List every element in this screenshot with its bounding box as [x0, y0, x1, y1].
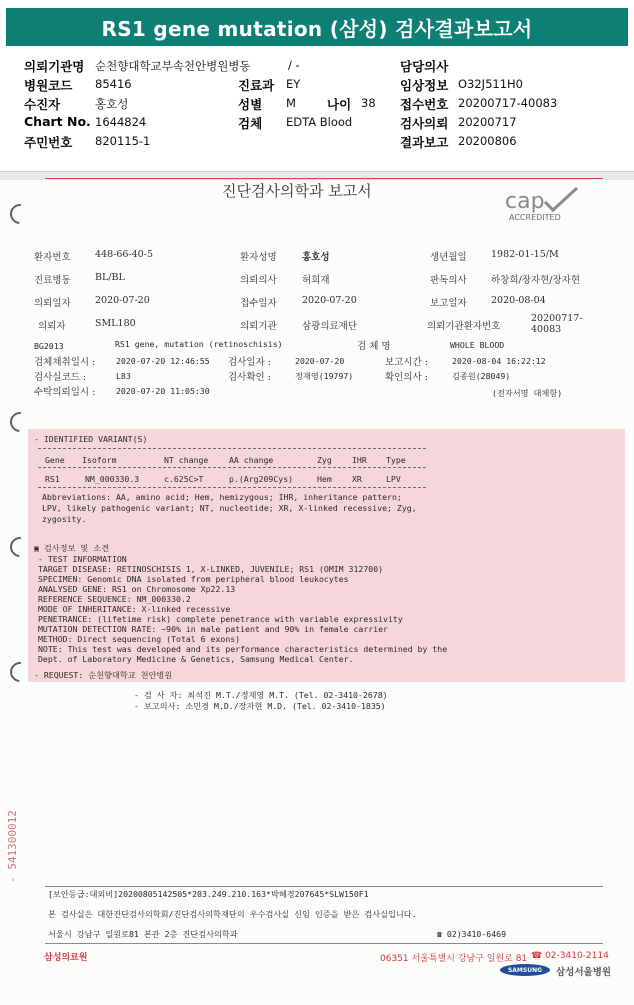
- patient-info-panel: [0, 48, 634, 172]
- hospital-value: 순천향대학교부속천안병원병동: [95, 59, 251, 73]
- lab-room: L83: [116, 371, 131, 381]
- test-info-line: REFERENCE SEQUENCE: NM_000330.2: [38, 594, 191, 604]
- name-label: 환자성명: [240, 252, 277, 263]
- test-info-line: NOTE: This test was developed and its performance characteristics determined by the: [38, 644, 448, 654]
- dob: 1982-01-15/M: [491, 249, 559, 260]
- top-red-rule: [45, 178, 603, 179]
- test-code: BG2013: [34, 341, 64, 351]
- report-time-label: 보고시간 :: [385, 357, 428, 368]
- resident-value: 820115-1: [95, 134, 151, 148]
- patient-name: 홍호성: [302, 252, 330, 263]
- test-info-line: ANALYSED GENE: RS1 on Chromosome Xp22.13: [38, 584, 236, 594]
- inst-no-2: 40083: [531, 324, 562, 335]
- side-code: - 541300012: [5, 810, 19, 883]
- variant-ihr: XR: [352, 474, 362, 484]
- col-zyg: Zyg: [317, 455, 332, 465]
- cap-accredited-logo: [497, 184, 587, 224]
- samsung-logo-icon: [500, 964, 550, 976]
- test-info-line: TARGET DISEASE: RETINOSCHISIS 1, X-LINKED, JUVENILE; RS1 (OMIM 312700): [38, 564, 384, 574]
- test-date-label: 검사일자 :: [228, 357, 271, 368]
- test-info-line: METHOD: Direct sequencing (Total 6 exons): [38, 634, 241, 644]
- patient-no-label: 환자번호: [34, 252, 71, 263]
- abbrev-line: Abbreviations: AA, amino acid; Hem, hemizygous; IHR, inheritance pattern;: [42, 492, 402, 502]
- cap-check-icon: [497, 184, 587, 224]
- staff-tester: - 검 사 자: 최석진 M.T./정재영 M.T. (Tel. 02-3410-2678): [134, 690, 388, 700]
- table-rule: [38, 467, 426, 468]
- abbrev-line: LPV, likely pathogenic variant; NT, nucleotide; XR, X-linked recessive; Zyg,: [42, 503, 417, 513]
- svg-text:cap: cap: [505, 189, 545, 214]
- svg-text:ACCREDITED: ACCREDITED: [509, 213, 561, 222]
- test-name: RS1 gene, mutation (retinoschisis): [115, 339, 283, 349]
- footer-left-logo: 삼성의료원: [44, 953, 88, 963]
- variant-gene: RS1: [45, 474, 60, 484]
- table-rule: [38, 448, 426, 449]
- test-info-line: - TEST INFORMATION: [38, 554, 127, 564]
- request-line: - REQUEST: 순천향대학교 천안병원: [34, 670, 173, 680]
- req-date: 2020-07-20: [95, 295, 150, 306]
- inst-no-1: 20200717-: [531, 313, 583, 324]
- doctor-label: 담당의사: [400, 59, 449, 74]
- specimen-name-label: 검 체 명: [357, 341, 391, 352]
- chart-value: 1644824: [95, 115, 147, 129]
- age-value: 38: [361, 96, 376, 110]
- col-type: Type: [386, 455, 406, 465]
- dept-value: EY: [286, 77, 301, 91]
- physician: 허희재: [302, 275, 330, 286]
- test-info-line: PENETRANCE: (lifetime risk) complete penetrance with variable expressivity: [38, 614, 403, 624]
- info-section-title: ▣ 검사정보 및 소견: [34, 543, 110, 553]
- ward-value: / -: [288, 58, 300, 72]
- specimen-label: 검체: [238, 116, 263, 131]
- table-rule: [38, 487, 426, 488]
- ward-label: 진료병동: [34, 275, 71, 286]
- physician-label: 의뢰의사: [240, 275, 277, 286]
- hospital-label: 의뢰기관명: [24, 59, 85, 74]
- clinical-value: O32J511H0: [458, 77, 523, 91]
- staff-reporter: - 보고의사: 소민경 M.D./장자현 M.D. (Tel. 02-3410-1835): [134, 701, 386, 711]
- code-value: 85416: [95, 77, 132, 91]
- col-nt-change: NT change: [164, 455, 209, 465]
- code-label: 병원코드: [24, 78, 73, 93]
- lab-address: 서울시 강남구 일원로81 본관 2층 진단검사의학과: [48, 929, 238, 939]
- verify-label: 검사확인 :: [228, 372, 271, 383]
- lab-phone: ☎ 02)3410-6469: [437, 929, 507, 939]
- resident-label: 주민번호: [24, 135, 73, 150]
- collect-time: 2020-07-20 12:46:55: [116, 356, 210, 366]
- test-info-line: MUTATION DETECTION RATE: ~90% in male patient and 90% in female carrier: [38, 624, 388, 634]
- interpreter-label: 판독의사: [430, 275, 467, 286]
- esign-note: (전자서명 대체함): [492, 388, 563, 398]
- collect-label: 검체채취일시 :: [34, 357, 96, 368]
- footer-phone: ☎ 02-3410-2114: [531, 951, 609, 961]
- report-time: 2020-08-04 16:22:12: [452, 356, 546, 366]
- test-info-line: MODE OF INHERITANCE: X-linked recessive: [38, 604, 231, 614]
- report-title: RS1 gene mutation (삼성) 검사결과보고서: [101, 16, 533, 41]
- age-label: 나이: [327, 97, 352, 112]
- report-date: 2020-08-04: [491, 295, 546, 306]
- col-gene: Gene: [45, 455, 65, 465]
- clinical-label: 임상정보: [400, 78, 449, 93]
- bottom-rule-2: [45, 943, 603, 944]
- report-label: 결과보고: [400, 135, 449, 150]
- receive-label: 수탁의뢰일시 :: [34, 387, 96, 398]
- requester-label: 의뢰자: [38, 321, 66, 332]
- confirm-label: 확인의사 :: [385, 372, 428, 383]
- footer-hospital: 삼성서울병원: [556, 967, 612, 978]
- variant-type: LPV: [386, 474, 401, 484]
- institution-label: 의뢰기관: [240, 321, 277, 332]
- recv-date-label: 접수일자: [240, 298, 277, 309]
- col-aa-change: AA change: [229, 455, 274, 465]
- dob-label: 생년월일: [430, 252, 467, 263]
- report-date-label: 보고일자: [430, 298, 467, 309]
- verify: 정재영(19797): [295, 371, 354, 381]
- bottom-rule: [45, 886, 603, 887]
- request-value: 20200717: [458, 115, 517, 129]
- test-info-line: Dept. of Laboratory Medicine & Genetics, Samsung Medical Center.: [38, 654, 354, 664]
- lab-room-label: 검사실코드 :: [34, 372, 87, 383]
- requester: SML180: [95, 318, 136, 329]
- security-line: [보안등급:대외비]20200805142505*203.249.210.163*박혜경207645*SLW150F1: [48, 889, 369, 899]
- recipient-label: 수진자: [24, 97, 61, 112]
- col-ihr: IHR: [352, 455, 367, 465]
- variant-nt: c.625C>T: [164, 474, 204, 484]
- request-label: 검사의뢰: [400, 116, 449, 131]
- reception-label: 접수번호: [400, 97, 449, 112]
- test-date: 2020-07-20: [295, 356, 345, 366]
- variant-aa: p.(Arg209Cys): [229, 474, 294, 484]
- patient-no: 448-66-40-5: [95, 249, 153, 260]
- abbrev-line: zygosity.: [42, 514, 87, 524]
- chart-label: Chart No.: [24, 114, 91, 129]
- footer-address: 06351 서울특별시 강남구 일원로 81: [380, 954, 528, 964]
- variant-section-title: - IDENTIFIED VARIANT(S): [34, 434, 148, 444]
- ward: BL/BL: [95, 272, 125, 283]
- confirm: 김종원(28049): [452, 371, 511, 381]
- report-value: 20200806: [458, 134, 517, 148]
- specimen-name: WHOLE BLOOD: [450, 340, 505, 350]
- req-date-label: 의뢰일자: [34, 298, 71, 309]
- report-title-banner: [6, 8, 628, 46]
- institution: 삼광의료재단: [302, 321, 358, 332]
- variant-zyg: Hem: [317, 474, 332, 484]
- col-isoform: Isoform: [82, 455, 117, 465]
- scan-title: 진단검사의학과 보고서: [222, 182, 372, 200]
- sex-value: M: [286, 96, 296, 110]
- cert-text: 본 검사실은 대한진단검사의학회/진단검사의학재단의 우수검사실 신임 인증을 받은 검사실입니다.: [48, 909, 417, 919]
- receive-time: 2020-07-20 11:05:30: [116, 386, 210, 396]
- variant-isoform: NM_000330.3: [85, 474, 140, 484]
- dept-label: 진료과: [238, 78, 275, 93]
- recipient-value: 홍호성: [95, 97, 129, 111]
- sex-label: 성별: [238, 97, 263, 112]
- interpreter: 하창희/장자현/장자현: [491, 275, 580, 286]
- test-info-line: SPECIMEN: Genomic DNA isolated from peripheral blood leukocytes: [38, 574, 349, 584]
- recv-date: 2020-07-20: [302, 295, 357, 306]
- inst-no-label: 의뢰기관환자번호: [427, 321, 501, 332]
- specimen-value: EDTA Blood: [286, 115, 353, 129]
- samsung-text: SAMSUNG: [507, 966, 543, 974]
- reception-value: 20200717-40083: [458, 96, 558, 110]
